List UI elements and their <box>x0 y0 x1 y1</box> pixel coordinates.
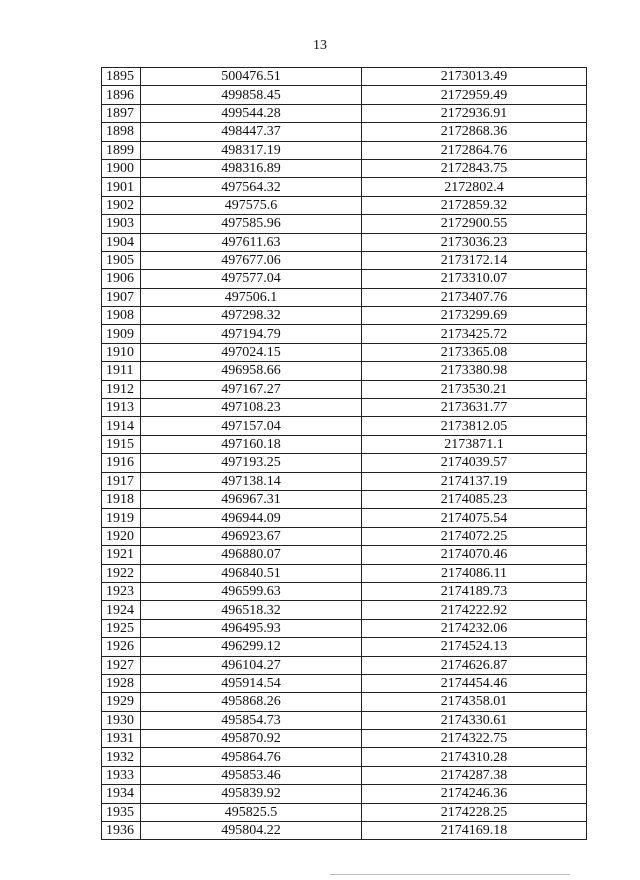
table-row <box>102 417 587 435</box>
y-coordinate-cell: 2174246.36 <box>362 785 587 803</box>
table-row <box>102 711 587 729</box>
table-row <box>102 546 587 564</box>
table-row <box>102 803 587 821</box>
x-coordinate-cell: 497611.63 <box>141 233 362 251</box>
point-number-cell: 1904 <box>102 233 141 251</box>
y-coordinate-cell: 2172868.36 <box>362 123 587 141</box>
x-coordinate-cell: 497575.6 <box>141 196 362 214</box>
table-row <box>102 104 587 122</box>
y-coordinate-cell: 2172843.75 <box>362 159 587 177</box>
point-number-cell: 1925 <box>102 619 141 637</box>
table-row <box>102 399 587 417</box>
coordinates-table <box>101 67 587 840</box>
y-coordinate-cell: 2174626.87 <box>362 656 587 674</box>
y-coordinate-cell: 2174137.19 <box>362 472 587 490</box>
x-coordinate-cell: 495870.92 <box>141 730 362 748</box>
table-row <box>102 638 587 656</box>
coordinates-table-body <box>102 68 587 840</box>
point-number-cell: 1914 <box>102 417 141 435</box>
x-coordinate-cell: 495804.22 <box>141 822 362 840</box>
y-coordinate-cell: 2174232.06 <box>362 619 587 637</box>
point-number-cell: 1927 <box>102 656 141 674</box>
y-coordinate-cell: 2172936.91 <box>362 104 587 122</box>
x-coordinate-cell: 496923.67 <box>141 527 362 545</box>
x-coordinate-cell: 495864.76 <box>141 748 362 766</box>
point-number-cell: 1924 <box>102 601 141 619</box>
x-coordinate-cell: 498316.89 <box>141 159 362 177</box>
x-coordinate-cell: 497585.96 <box>141 215 362 233</box>
x-coordinate-cell: 495868.26 <box>141 693 362 711</box>
table-row <box>102 307 587 325</box>
table-row <box>102 86 587 104</box>
point-number-cell: 1906 <box>102 270 141 288</box>
x-coordinate-cell: 496518.32 <box>141 601 362 619</box>
y-coordinate-cell: 2174228.25 <box>362 803 587 821</box>
table-row <box>102 215 587 233</box>
y-coordinate-cell: 2173036.23 <box>362 233 587 251</box>
y-coordinate-cell: 2173425.72 <box>362 325 587 343</box>
x-coordinate-cell: 497138.14 <box>141 472 362 490</box>
y-coordinate-cell: 2174524.13 <box>362 638 587 656</box>
y-coordinate-cell: 2174075.54 <box>362 509 587 527</box>
point-number-cell: 1923 <box>102 582 141 600</box>
y-coordinate-cell: 2172959.49 <box>362 86 587 104</box>
x-coordinate-cell: 495853.46 <box>141 766 362 784</box>
x-coordinate-cell: 496967.31 <box>141 490 362 508</box>
point-number-cell: 1909 <box>102 325 141 343</box>
point-number-cell: 1922 <box>102 564 141 582</box>
table-row <box>102 270 587 288</box>
table-row <box>102 68 587 86</box>
table-row <box>102 490 587 508</box>
point-number-cell: 1920 <box>102 527 141 545</box>
y-coordinate-cell: 2173310.07 <box>362 270 587 288</box>
x-coordinate-cell: 497167.27 <box>141 380 362 398</box>
table-row <box>102 564 587 582</box>
point-number-cell: 1919 <box>102 509 141 527</box>
x-coordinate-cell: 499858.45 <box>141 86 362 104</box>
table-row <box>102 288 587 306</box>
point-number-cell: 1928 <box>102 674 141 692</box>
x-coordinate-cell: 497577.04 <box>141 270 362 288</box>
table-row <box>102 656 587 674</box>
y-coordinate-cell: 2173812.05 <box>362 417 587 435</box>
y-coordinate-cell: 2173407.76 <box>362 288 587 306</box>
y-coordinate-cell: 2174039.57 <box>362 454 587 472</box>
y-coordinate-cell: 2174222.92 <box>362 601 587 619</box>
table-row <box>102 343 587 361</box>
x-coordinate-cell: 497024.15 <box>141 343 362 361</box>
point-number-cell: 1932 <box>102 748 141 766</box>
point-number-cell: 1907 <box>102 288 141 306</box>
table-row <box>102 527 587 545</box>
x-coordinate-cell: 498317.19 <box>141 141 362 159</box>
table-row <box>102 730 587 748</box>
x-coordinate-cell: 496944.09 <box>141 509 362 527</box>
table-row <box>102 785 587 803</box>
table-row <box>102 582 587 600</box>
point-number-cell: 1900 <box>102 159 141 177</box>
table-row <box>102 472 587 490</box>
y-coordinate-cell: 2172900.55 <box>362 215 587 233</box>
point-number-cell: 1916 <box>102 454 141 472</box>
y-coordinate-cell: 2174454.46 <box>362 674 587 692</box>
x-coordinate-cell: 497564.32 <box>141 178 362 196</box>
point-number-cell: 1911 <box>102 362 141 380</box>
point-number-cell: 1936 <box>102 822 141 840</box>
x-coordinate-cell: 497193.25 <box>141 454 362 472</box>
x-coordinate-cell: 495914.54 <box>141 674 362 692</box>
y-coordinate-cell: 2173013.49 <box>362 68 587 86</box>
y-coordinate-cell: 2173631.77 <box>362 399 587 417</box>
x-coordinate-cell: 500476.51 <box>141 68 362 86</box>
point-number-cell: 1899 <box>102 141 141 159</box>
point-number-cell: 1910 <box>102 343 141 361</box>
y-coordinate-cell: 2174310.28 <box>362 748 587 766</box>
x-coordinate-cell: 495839.92 <box>141 785 362 803</box>
table-row <box>102 380 587 398</box>
table-row <box>102 601 587 619</box>
table-row <box>102 509 587 527</box>
x-coordinate-cell: 497677.06 <box>141 251 362 269</box>
x-coordinate-cell: 496299.12 <box>141 638 362 656</box>
x-coordinate-cell: 497157.04 <box>141 417 362 435</box>
table-row <box>102 123 587 141</box>
point-number-cell: 1898 <box>102 123 141 141</box>
table-row <box>102 251 587 269</box>
y-coordinate-cell: 2174086.11 <box>362 564 587 582</box>
point-number-cell: 1915 <box>102 435 141 453</box>
table-row <box>102 766 587 784</box>
y-coordinate-cell: 2174330.61 <box>362 711 587 729</box>
point-number-cell: 1929 <box>102 693 141 711</box>
table-row <box>102 454 587 472</box>
x-coordinate-cell: 497506.1 <box>141 288 362 306</box>
table-row <box>102 693 587 711</box>
table-row <box>102 196 587 214</box>
table-row <box>102 178 587 196</box>
point-number-cell: 1896 <box>102 86 141 104</box>
y-coordinate-cell: 2173380.98 <box>362 362 587 380</box>
y-coordinate-cell: 2174070.46 <box>362 546 587 564</box>
y-coordinate-cell: 2172802.4 <box>362 178 587 196</box>
point-number-cell: 1903 <box>102 215 141 233</box>
table-row <box>102 748 587 766</box>
x-coordinate-cell: 497298.32 <box>141 307 362 325</box>
x-coordinate-cell: 497194.79 <box>141 325 362 343</box>
x-coordinate-cell: 495825.5 <box>141 803 362 821</box>
table-row <box>102 619 587 637</box>
point-number-cell: 1912 <box>102 380 141 398</box>
x-coordinate-cell: 496958.66 <box>141 362 362 380</box>
point-number-cell: 1897 <box>102 104 141 122</box>
x-coordinate-cell: 496104.27 <box>141 656 362 674</box>
point-number-cell: 1930 <box>102 711 141 729</box>
point-number-cell: 1902 <box>102 196 141 214</box>
point-number-cell: 1905 <box>102 251 141 269</box>
point-number-cell: 1931 <box>102 730 141 748</box>
point-number-cell: 1908 <box>102 307 141 325</box>
table-row <box>102 822 587 840</box>
table-row <box>102 325 587 343</box>
y-coordinate-cell: 2174358.01 <box>362 693 587 711</box>
x-coordinate-cell: 496599.63 <box>141 582 362 600</box>
y-coordinate-cell: 2174072.25 <box>362 527 587 545</box>
table-row <box>102 362 587 380</box>
y-coordinate-cell: 2173871.1 <box>362 435 587 453</box>
page-number: 13 <box>313 38 327 53</box>
x-coordinate-cell: 497108.23 <box>141 399 362 417</box>
y-coordinate-cell: 2173299.69 <box>362 307 587 325</box>
x-coordinate-cell: 499544.28 <box>141 104 362 122</box>
table-row <box>102 233 587 251</box>
y-coordinate-cell: 2173365.08 <box>362 343 587 361</box>
table-row <box>102 159 587 177</box>
table-row <box>102 435 587 453</box>
y-coordinate-cell: 2174322.75 <box>362 730 587 748</box>
point-number-cell: 1918 <box>102 490 141 508</box>
point-number-cell: 1935 <box>102 803 141 821</box>
y-coordinate-cell: 2172864.76 <box>362 141 587 159</box>
x-coordinate-cell: 498447.37 <box>141 123 362 141</box>
y-coordinate-cell: 2174085.23 <box>362 490 587 508</box>
table-row <box>102 141 587 159</box>
x-coordinate-cell: 495854.73 <box>141 711 362 729</box>
point-number-cell: 1901 <box>102 178 141 196</box>
point-number-cell: 1917 <box>102 472 141 490</box>
footer-rule <box>330 874 570 875</box>
point-number-cell: 1921 <box>102 546 141 564</box>
y-coordinate-cell: 2174189.73 <box>362 582 587 600</box>
x-coordinate-cell: 497160.18 <box>141 435 362 453</box>
point-number-cell: 1895 <box>102 68 141 86</box>
point-number-cell: 1934 <box>102 785 141 803</box>
x-coordinate-cell: 496840.51 <box>141 564 362 582</box>
y-coordinate-cell: 2174169.18 <box>362 822 587 840</box>
table-row <box>102 674 587 692</box>
point-number-cell: 1926 <box>102 638 141 656</box>
y-coordinate-cell: 2172859.32 <box>362 196 587 214</box>
point-number-cell: 1913 <box>102 399 141 417</box>
x-coordinate-cell: 496495.93 <box>141 619 362 637</box>
y-coordinate-cell: 2174287.38 <box>362 766 587 784</box>
y-coordinate-cell: 2173172.14 <box>362 251 587 269</box>
x-coordinate-cell: 496880.07 <box>141 546 362 564</box>
point-number-cell: 1933 <box>102 766 141 784</box>
y-coordinate-cell: 2173530.21 <box>362 380 587 398</box>
